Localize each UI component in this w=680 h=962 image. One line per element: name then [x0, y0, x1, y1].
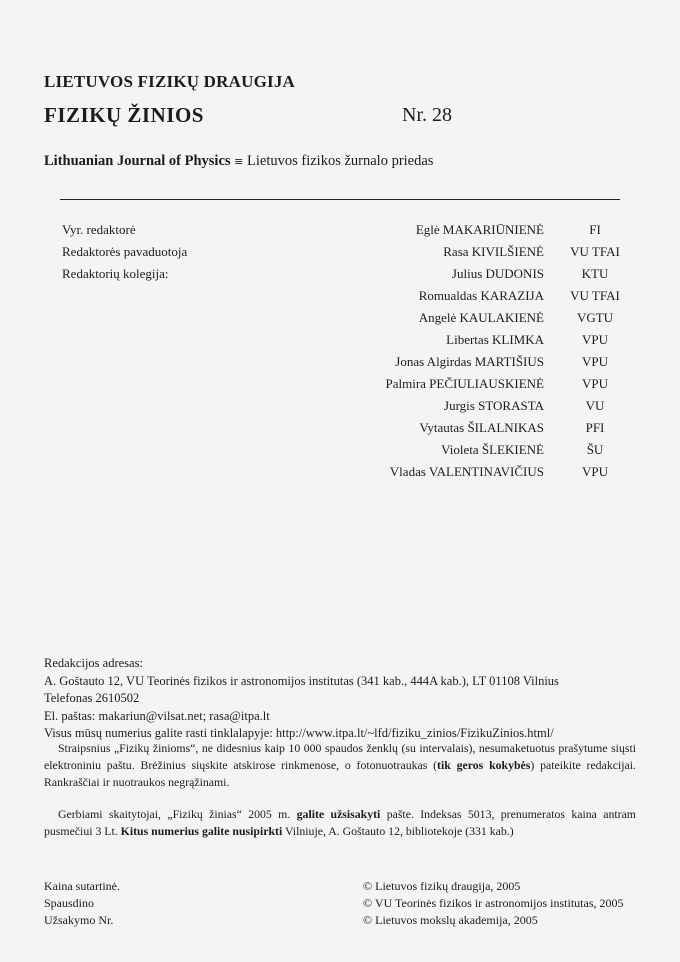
editorial-address — [44, 655, 644, 743]
board-member-institutions — [556, 219, 634, 483]
role-editor-in-chief: Vyr. redaktorė — [62, 222, 136, 237]
order-line: Užsakymo Nr. — [44, 913, 114, 927]
copyright-block — [363, 878, 623, 929]
submission-notice — [44, 740, 636, 791]
role-deputy-editor: Redaktorės pavaduotoja — [62, 244, 188, 259]
member-name: Vladas VALENTINAVIČIUS — [389, 464, 544, 479]
printer-line: Spausdino — [44, 896, 95, 910]
subscription-notice — [44, 806, 636, 840]
notice-text: Gerbiami skaitytojai, „Fizikų žinias“ 2005 m. — [58, 807, 297, 821]
member-institution: VPU — [581, 376, 608, 391]
member-institution: KTU — [581, 266, 609, 281]
journal-subtitle — [44, 153, 433, 170]
notice-text: pašte. Indeksas 5013, prenumeratos kaina antram pusmečiui 3 Lt. — [44, 807, 636, 838]
member-institution: VU TFAI — [570, 288, 620, 303]
copyright-line: © VU Teorinės fizikos ir astronomijos institutas, 2005 — [363, 896, 624, 910]
member-name: Violeta ŠLEKIENĖ — [441, 442, 544, 457]
notice-text: Straipsnius „Fizikų žinioms“, ne didesnius kaip 10 000 spaudos ženklų (su intervalais), nesumaketuotus prašytume siųsti elektroniniu paštu. Brėžinius siųskite atskirose rinkmenose, o fotonuotraukas ( — [44, 741, 636, 772]
member-institution: PFI — [585, 420, 605, 435]
notice-emphasis: tik geros kokybės — [437, 758, 531, 772]
society-name: LIETUVOS FIZIKŲ DRAUGIJA — [44, 72, 296, 91]
member-institution: VPU — [581, 354, 608, 369]
address-email[interactable]: El. paštas: makariun@vilsat.net; rasa@itpa.lt — [44, 708, 270, 723]
member-institution: VPU — [581, 332, 608, 347]
member-name: Eglė MAKARIŪNIENĖ — [415, 222, 544, 237]
print-info — [44, 878, 120, 929]
notice-emphasis: Kitus numerius galite nusipirkti — [120, 824, 283, 838]
board-roles — [62, 219, 187, 285]
journal-title: FIZIKŲ ŽINIOS — [44, 103, 204, 127]
member-name: Vytautas ŠILALNIKAS — [419, 420, 544, 435]
member-name: Palmira PEČIULIAUSKIENĖ — [385, 376, 544, 391]
issue-number: Nr. 28 — [402, 104, 452, 126]
role-editorial-board: Redaktorių kolegija: — [62, 266, 169, 281]
address-street: A. Goštauto 12, VU Teorinės fizikos ir astronomijos institutas (341 kab., 444A kab.), LT 01108 Vilnius — [44, 673, 559, 688]
notice-text: ) pateikite redakcijai. Rankraščiai ir nuotraukos negrąžinami. — [44, 758, 636, 789]
address-phone: Telefonas 2610502 — [44, 691, 140, 705]
member-name: Julius DUDONIS — [451, 266, 544, 281]
subtitle-lithuanian: Lietuvos fizikos žurnalo priedas — [247, 153, 434, 169]
member-institution: VGTU — [576, 310, 614, 325]
member-name: Jonas Algirdas MARTIŠIUS — [395, 354, 544, 369]
notice-emphasis: galite užsisakyti — [296, 807, 381, 821]
subtitle-separator: ≡ — [234, 155, 244, 168]
member-name: Angelė KAULAKIENĖ — [418, 310, 544, 325]
address-web-link[interactable]: Visus mūsų numerius galite rasti tinklalapyje: http://www.itpa.lt/~lfd/fiziku_zinios/FizikuZinios.html/ — [44, 726, 554, 740]
copyright-line: © Lietuvos fizikų draugija, 2005 — [363, 879, 521, 893]
member-institution: VU TFAI — [570, 244, 620, 259]
board-member-names — [385, 219, 544, 483]
subtitle-english: Lithuanian Journal of Physics — [44, 153, 231, 169]
member-name: Rasa KIVILŠIENĖ — [443, 244, 544, 259]
copyright-line: © Lietuvos mokslų akademija, 2005 — [363, 913, 538, 927]
member-name: Romualdas KARAZIJA — [418, 288, 544, 303]
member-name: Libertas KLIMKA — [446, 332, 544, 347]
member-institution: VPU — [581, 464, 608, 479]
header-divider — [60, 199, 620, 200]
member-name: Jurgis STORASTA — [444, 398, 544, 413]
member-institution: FI — [589, 222, 601, 237]
address-heading: Redakcijos adresas: — [44, 656, 143, 670]
member-institution: ŠU — [586, 442, 604, 457]
price-line: Kaina sutartinė. — [44, 879, 120, 893]
notice-text: Vilniuje, A. Goštauto 12, bibliotekoje (331 kab.) — [282, 824, 514, 838]
member-institution: VU — [585, 398, 605, 413]
